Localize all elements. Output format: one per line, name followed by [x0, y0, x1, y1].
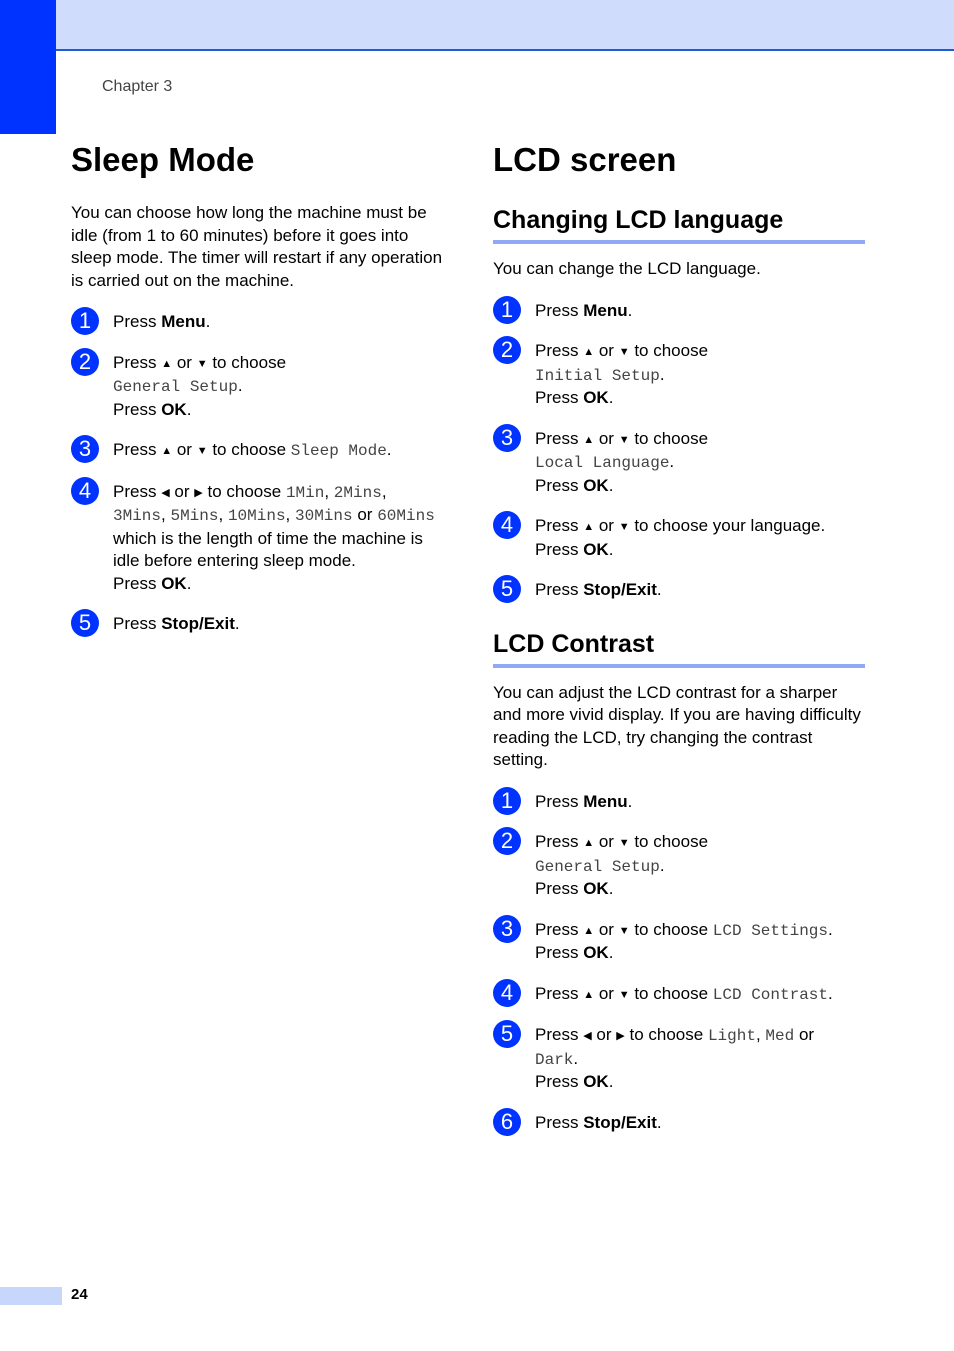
header-band — [0, 0, 954, 51]
step-number: 4 — [493, 979, 521, 1007]
footer-band — [0, 1287, 62, 1305]
lcd-contrast-intro: You can adjust the LCD contrast for a sharper and more vivid display. If you are having difficulty reading the LCD, try changing the contrast setting. — [493, 682, 861, 769]
down-arrow-icon: ▼ — [618, 924, 630, 937]
sleep-mode-intro: You can choose how long the machine must be idle (from 1 to 60 minutes) before it goes into sleep mode. The timer will restart if any operation is carried out on the machine. — [71, 203, 443, 290]
lang-step-1: 1 Press Menu. — [493, 300, 865, 323]
lcd-screen-title: LCD screen — [493, 141, 677, 178]
down-arrow-icon: ▼ — [618, 433, 630, 446]
lang-step-2: 2 Press ▲ or ▼ to choose Initial Setup. Press OK. — [493, 340, 865, 410]
lang-step-5: 5 Press Stop/Exit. — [493, 579, 865, 602]
changing-lcd-language-heading: Changing LCD language — [493, 204, 865, 244]
step-number: 5 — [71, 609, 99, 637]
sleep-step-2: 2 Press ▲ or ▼ to choose General Setup. Press OK. — [71, 352, 443, 422]
up-arrow-icon: ▲ — [583, 924, 595, 937]
step-number: 1 — [493, 296, 521, 324]
up-arrow-icon: ▲ — [161, 445, 173, 457]
menu-option: Sleep Mode — [290, 442, 387, 460]
contrast-step-2: 2 Press ▲ or ▼ to choose General Setup. Press OK. — [493, 831, 865, 901]
lang-step-3: 3 Press ▲ or ▼ to choose Local Language. Press OK. — [493, 428, 865, 498]
step-number: 2 — [493, 827, 521, 855]
step-number: 3 — [493, 424, 521, 452]
left-arrow-icon: ◀ — [583, 1030, 592, 1042]
menu-option: LCD Contrast — [712, 985, 828, 1004]
menu-option: Initial Setup — [535, 366, 660, 385]
sleep-step-5: 5 Press Stop/Exit. — [71, 613, 443, 636]
up-arrow-icon: ▲ — [583, 433, 595, 446]
step-number: 3 — [71, 435, 99, 463]
contrast-step-1: 1 Press Menu. — [493, 791, 865, 814]
chapter-tab — [0, 0, 56, 134]
step-number: 4 — [71, 477, 99, 505]
down-arrow-icon: ▼ — [618, 837, 630, 849]
contrast-step-4: 4 Press ▲ or ▼ to choose LCD Contrast. — [493, 983, 865, 1007]
sleep-step-4: 4 Press ◀ or ▶ to choose 1Min, 2Mins, 3Mins, 5Mins, 10Mins, 30Mins or 60Mins which is the length of time the machine is idle before entering sleep mode. Press OK. — [71, 481, 443, 596]
left-arrow-icon: ◀ — [161, 486, 170, 499]
page-number: 24 — [71, 1286, 88, 1303]
down-arrow-icon: ▼ — [618, 988, 630, 1001]
step-number: 3 — [493, 915, 521, 943]
contrast-step-3: 3 Press ▲ or ▼ to choose LCD Settings. Press OK. — [493, 919, 865, 965]
menu-option: General Setup — [535, 857, 660, 876]
menu-option: General Setup — [113, 378, 238, 396]
up-arrow-icon: ▲ — [583, 988, 595, 1001]
step-number: 1 — [71, 307, 99, 335]
step-number: 4 — [493, 511, 521, 539]
sleep-mode-title: Sleep Mode — [71, 141, 255, 178]
lcd-contrast-heading: LCD Contrast — [493, 628, 865, 668]
down-arrow-icon: ▼ — [618, 346, 630, 358]
lcd-language-intro: You can change the LCD language. — [493, 259, 761, 278]
lang-step-4: 4 Press ▲ or ▼ to choose your language. Press OK. — [493, 515, 865, 561]
down-arrow-icon: ▼ — [196, 445, 208, 457]
contrast-step-5: 5 Press ◀ or ▶ to choose Light, Med or Dark. Press OK. — [493, 1024, 865, 1094]
right-arrow-icon: ▶ — [194, 486, 203, 499]
step-number: 5 — [493, 1020, 521, 1048]
step-number: 2 — [493, 336, 521, 364]
step-number: 2 — [71, 348, 99, 376]
sleep-step-1: 1 Press Menu. — [71, 311, 443, 334]
step-number: 1 — [493, 787, 521, 815]
down-arrow-icon: ▼ — [618, 521, 630, 533]
left-column — [71, 138, 443, 636]
up-arrow-icon: ▲ — [161, 357, 173, 370]
up-arrow-icon: ▲ — [583, 521, 595, 533]
step-number: 5 — [493, 575, 521, 603]
up-arrow-icon: ▲ — [583, 837, 595, 849]
menu-option: LCD Settings — [712, 921, 828, 940]
menu-option: Local Language — [535, 454, 670, 472]
step-number: 6 — [493, 1108, 521, 1136]
right-column — [493, 138, 865, 1134]
right-arrow-icon: ▶ — [616, 1030, 625, 1042]
up-arrow-icon: ▲ — [583, 346, 595, 358]
contrast-step-6: 6 Press Stop/Exit. — [493, 1112, 865, 1135]
chapter-label: Chapter 3 — [102, 78, 173, 95]
sleep-step-3: 3 Press ▲ or ▼ to choose Sleep Mode. — [71, 439, 443, 463]
down-arrow-icon: ▼ — [196, 357, 208, 370]
